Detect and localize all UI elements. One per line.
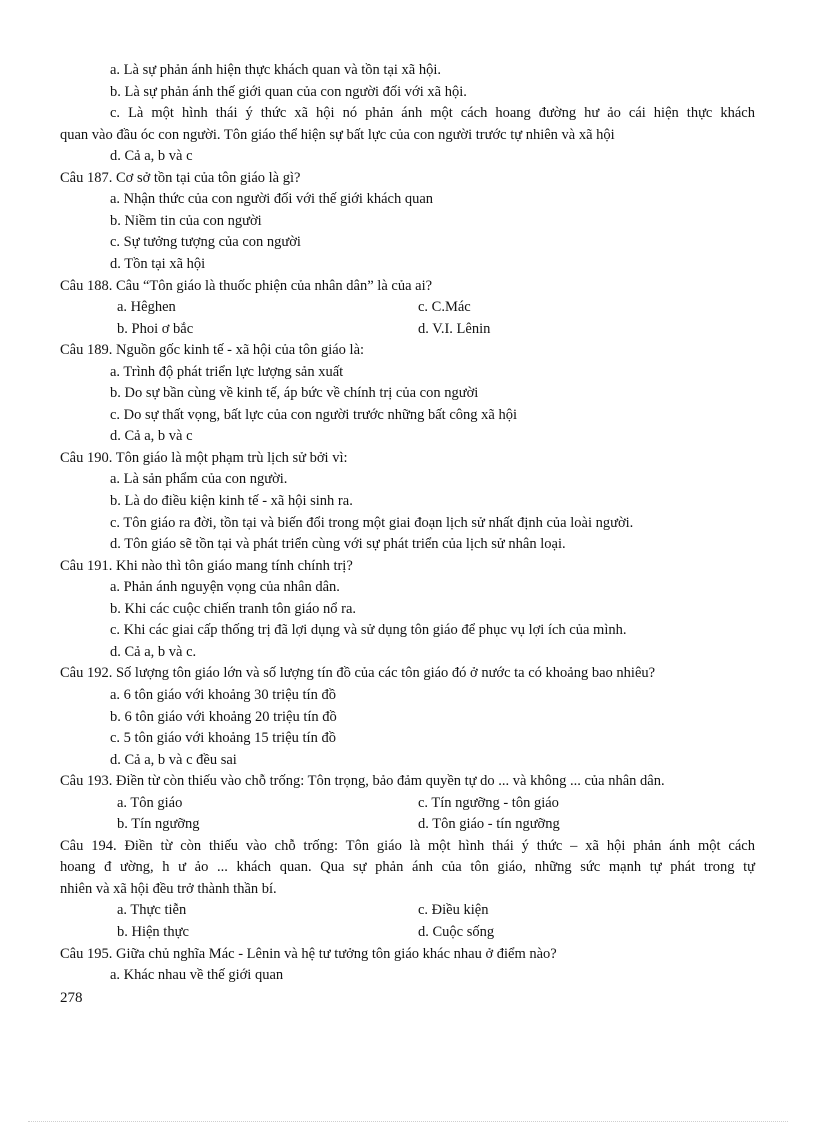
answer-option: b. Hiện thực (117, 924, 189, 940)
answer-option: a. Thực tiễn (117, 902, 187, 918)
answer-option: b. Phoi ơ bắc (117, 321, 194, 337)
text-line: b. 6 tôn giáo với khoảng 20 triệu tín đồ (110, 709, 337, 725)
text-line: a. Là sản phẩm của con người. (110, 471, 288, 487)
text-line: Câu 192. Số lượng tôn giáo lớn và số lượng tín đồ của các tôn giáo đó ở nước ta có khoảng bao nhiêu? (60, 665, 656, 681)
answer-option: c. Tín ngưỡng - tôn giáo (418, 795, 559, 811)
text-line: quan vào đầu óc con người. Tôn giáo thể hiện sự bất lực của con người trước tự nhiên và xã hội (60, 127, 615, 143)
answer-option: b. Tín ngưỡng (117, 816, 200, 832)
text-line: a. 6 tôn giáo với khoảng 30 triệu tín đồ (110, 687, 336, 703)
text-line: Câu 190. Tôn giáo là một phạm trù lịch sử bởi vì: (60, 450, 348, 466)
text-line: c. Tôn giáo ra đời, tồn tại và biến đổi trong một giai đoạn lịch sử nhất định của loài người. (110, 515, 634, 531)
answer-option: a. Hêghen (117, 299, 176, 315)
text-line: Câu 193. Điền từ còn thiếu vào chỗ trống: Tôn trọng, bảo đảm quyền tự do ... và không ... của nhân dân. (60, 773, 665, 789)
answer-option: c. Điều kiện (418, 902, 489, 918)
text-line: c. 5 tôn giáo với khoảng 15 triệu tín đồ (110, 730, 336, 746)
text-line: d. Cả a, b và c. (110, 644, 197, 660)
answer-option: d. Cuộc sống (418, 924, 495, 940)
text-line: b. Là do điều kiện kinh tế - xã hội sinh ra. (110, 493, 353, 509)
text-line: nhiên và xã hội đều trở thành thần bí. (60, 881, 277, 897)
text-line: b. Khi các cuộc chiến tranh tôn giáo nổ ra. (110, 601, 357, 617)
text-line: c. Là một hình thái ý thức xã hội nó phản ánh một cách hoang đường hư ảo cái hiện thực khách (110, 105, 755, 121)
text-line: Câu 189. Nguồn gốc kinh tế - xã hội của tôn giáo là: (60, 342, 365, 358)
page-number: 278 (60, 990, 83, 1006)
text-line: Câu 191. Khi nào thì tôn giáo mang tính chính trị? (60, 558, 353, 574)
text-line: b. Niềm tin của con người (110, 213, 262, 229)
text-line: Câu 195. Giữa chủ nghĩa Mác - Lênin và hệ tư tưởng tôn giáo khác nhau ở điểm nào? (60, 946, 557, 962)
text-line: Câu 188. Câu “Tôn giáo là thuốc phiện của nhân dân” là của ai? (60, 278, 433, 294)
answer-option: a. Tôn giáo (117, 795, 183, 811)
text-line: a. Nhận thức của con người đối với thế giới khách quan (110, 191, 434, 207)
text-line: d. Cả a, b và c (110, 428, 193, 444)
answer-option: c. C.Mác (418, 299, 471, 315)
text-line: c. Sự tưởng tượng của con người (110, 234, 301, 250)
text-line: a. Trình độ phát triển lực lượng sản xuất (110, 364, 344, 380)
text-line: hoang đ ường, h ư ảo ... khách quan. Qua sự phản ánh của tôn giáo, những sức mạnh tự phát trong tự (60, 859, 755, 875)
text-line: d. Cả a, b và c (110, 148, 193, 164)
text-line: c. Khi các giai cấp thống trị đã lợi dụng và sử dụng tôn giáo để phục vụ lợi ích của mình. (110, 622, 627, 638)
answer-option: d. Tôn giáo - tín ngưỡng (418, 816, 560, 832)
text-line: Câu 187. Cơ sở tồn tại của tôn giáo là gì? (60, 170, 301, 186)
page-bottom-rule (28, 1121, 788, 1122)
text-line: Câu 194. Điền từ còn thiếu vào chỗ trống: Tôn giáo là một hình thái ý thức – xã hội phản ánh một cách (60, 838, 755, 854)
text-line: b. Là sự phản ánh thế giới quan của con người đối với xã hội. (110, 84, 467, 100)
text-line: c. Do sự thất vọng, bất lực của con người trước những bất công xã hội (110, 407, 517, 423)
text-line: b. Do sự bần cùng về kinh tế, áp bức về chính trị của con người (110, 385, 479, 401)
text-line: d. Cả a, b và c đều sai (110, 752, 237, 768)
text-line: d. Tồn tại xã hội (110, 256, 206, 272)
answer-option: d. V.I. Lênin (418, 321, 491, 337)
text-line: a. Là sự phản ánh hiện thực khách quan và tồn tại xã hội. (110, 62, 441, 78)
text-line: a. Phản ánh nguyện vọng của nhân dân. (110, 579, 340, 595)
text-line: a. Khác nhau về thế giới quan (110, 967, 284, 983)
text-line: d. Tôn giáo sẽ tồn tại và phát triển cùng với sự phát triển của lịch sử nhân loại. (110, 536, 566, 552)
